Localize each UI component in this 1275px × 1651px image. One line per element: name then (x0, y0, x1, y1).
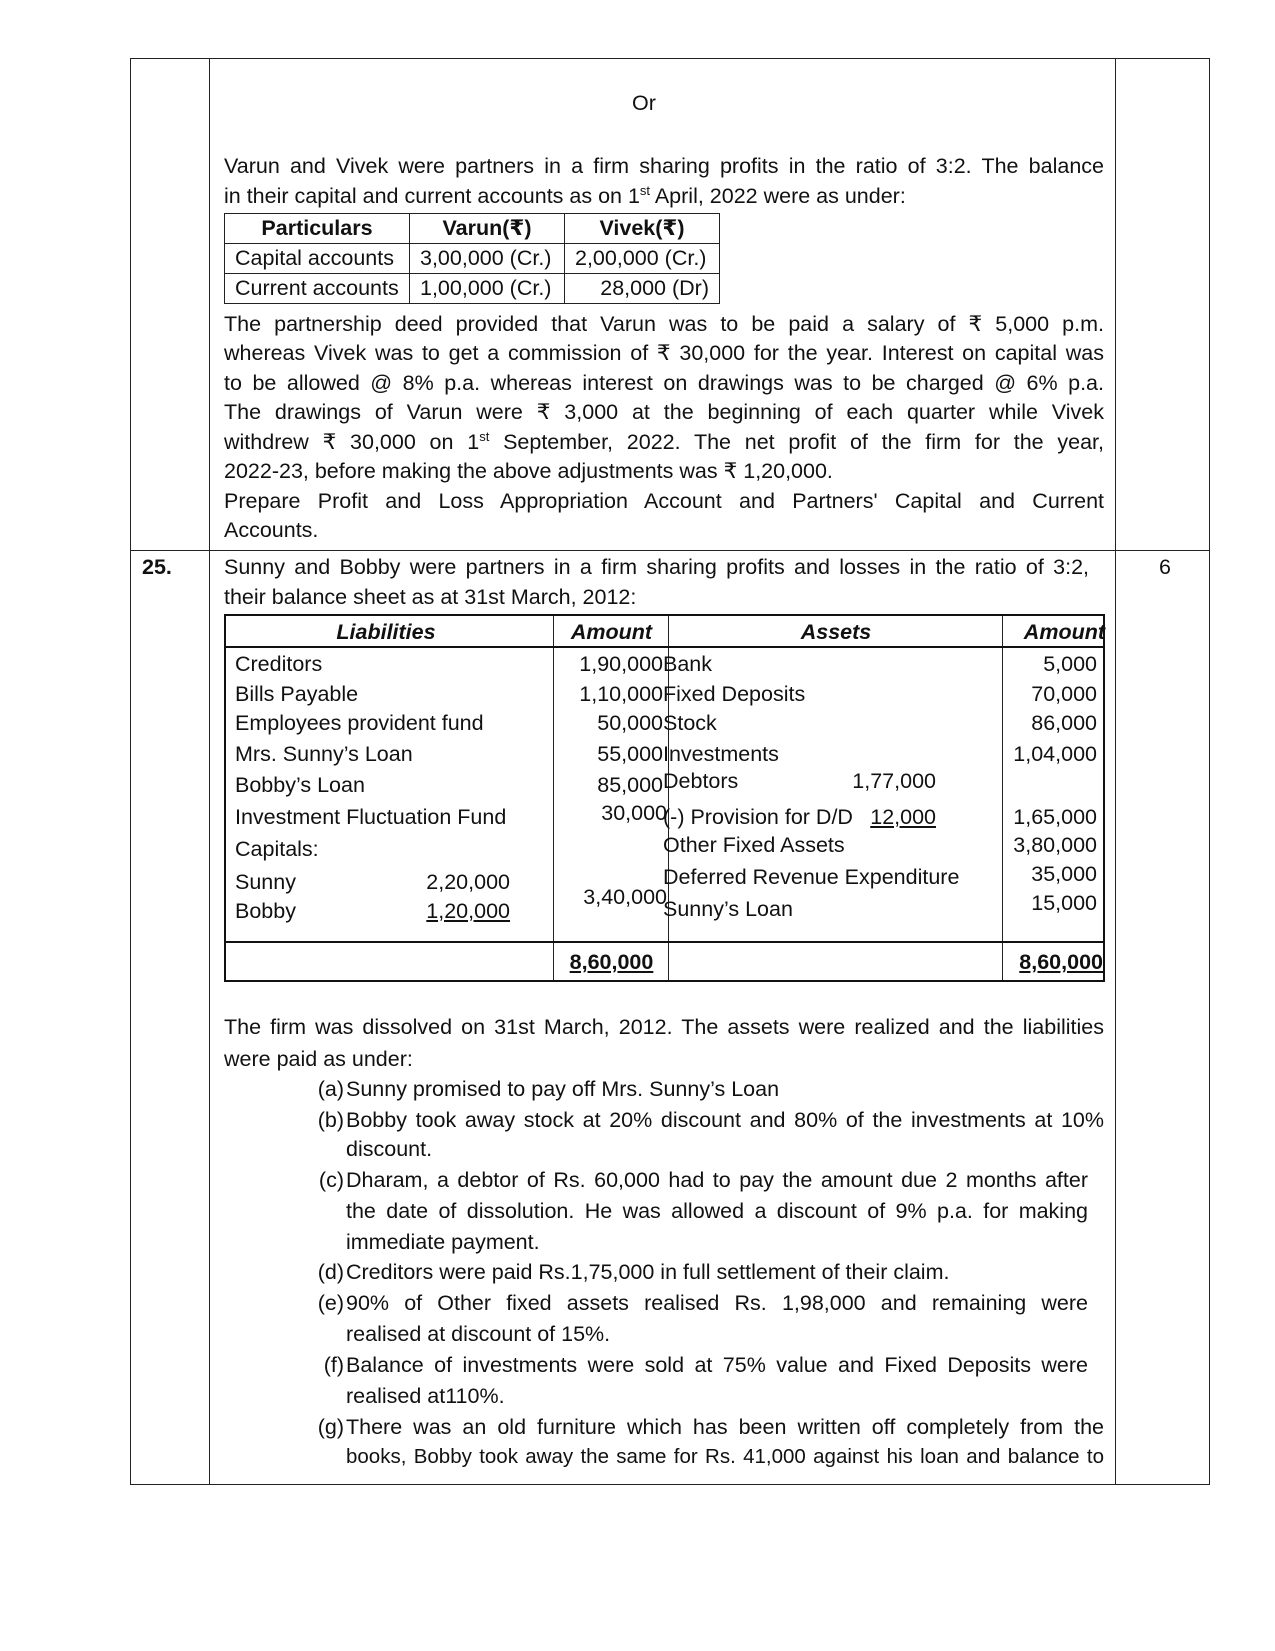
list-item-text: There was an old furniture which has been written off completely from the (346, 1415, 1104, 1439)
list-item-label: (g) (317, 1415, 344, 1439)
list-item-label: (b) (317, 1108, 344, 1132)
list-item-label: (e) (317, 1291, 344, 1315)
bs-asset-label: Stock (663, 711, 717, 735)
bs-asset-amount: 5,000 (1043, 652, 1097, 676)
bs-header-assets: Assets (800, 620, 872, 644)
bs-liability-label: Mrs. Sunny’s Loan (235, 742, 413, 766)
alt-question-para-4: The drawings of Varun were ₹ 3,000 at the beginning of each quarter while Vivek (224, 400, 1104, 424)
bs-liability-label: Employees provident fund (235, 711, 484, 735)
list-item-text: Balance of investments were sold at 75% value and Fixed Deposits were (346, 1353, 1088, 1377)
bs-asset-amount: 86,000 (1031, 711, 1097, 735)
question-number: 25. (142, 555, 172, 579)
list-item-label: (a) (317, 1077, 344, 1101)
bs-liability-amount: 1,10,000 (579, 682, 663, 706)
list-item-label: (f) (323, 1353, 344, 1377)
list-item (304, 1074, 1104, 1105)
bs-asset-amount: 35,000 (1031, 862, 1097, 886)
bs-total-liabilities: 8,60,000 (569, 950, 654, 974)
alt-question-para-2: whereas Vivek was to get a commission of ₹ 30,000 for the year. Interest on capital was (224, 341, 1104, 365)
bs-capital-name: Sunny (235, 870, 296, 894)
bs-header-liabilities: Liabilities (336, 620, 436, 644)
bs-divider (553, 616, 554, 980)
bs-asset-label: Fixed Deposits (663, 682, 806, 706)
alt-question-para-3: to be allowed @ 8% p.a. whereas interest on drawings was to be charged @ 6% p.a. (224, 371, 1104, 395)
alt-question-para-5: withdrew ₹ 30,000 on 1st September, 2022. The net profit of the firm for the year, (224, 428, 1104, 454)
bs-total-assets: 8,60,000 (1019, 950, 1103, 974)
list-item (304, 1412, 1104, 1472)
bs-total-rule (226, 941, 1103, 943)
bs-capital-value: 1,20,000 (426, 899, 510, 923)
bs-asset-label: Deferred Revenue Expenditure (663, 865, 960, 889)
list-item-text: Creditors were paid Rs.1,75,000 in full settlement of their claim. (346, 1260, 950, 1284)
bs-debtors-label: Debtors (663, 769, 739, 793)
column-divider-marks (1115, 59, 1116, 1484)
bs-header-amount: Amount (570, 620, 653, 644)
bs-asset-label: Other Fixed Assets (663, 833, 845, 857)
bs-debtors-value: 1,77,000 (852, 769, 936, 793)
bs-liability-label: Investment Fluctuation Fund (235, 805, 507, 829)
alt-question-para-7: Prepare Profit and Loss Appropriation Account and Partners' Capital and Current (224, 489, 1104, 513)
list-item-label: (d) (317, 1260, 344, 1284)
list-item-label: (c) (318, 1168, 344, 1192)
bs-asset-amount: 1,04,000 (1013, 742, 1097, 766)
table-cell: 1,00,000 (Cr.) (410, 274, 565, 304)
bs-asset-label: Bank (663, 652, 713, 676)
capital-current-accounts-table (224, 213, 720, 304)
alt-question-para-8: Accounts. (224, 518, 319, 542)
bs-liability-amount: 1,90,000 (579, 652, 663, 676)
table-header: Vivek(₹) (565, 214, 720, 244)
bs-provision-value: 12,000 (870, 805, 936, 829)
bs-capitals-total: 3,40,000 (583, 885, 667, 909)
bs-divider (1002, 616, 1003, 980)
list-item-text: discount. (346, 1137, 433, 1161)
bs-asset-label: Sunny’s Loan (663, 897, 793, 921)
bs-liability-label: Bobby’s Loan (235, 773, 365, 797)
bs-asset-amount: 70,000 (1031, 682, 1097, 706)
q25-intro-line-1: Sunny and Bobby were partners in a firm sharing profits and losses in the ratio of 3:2, (224, 555, 1089, 579)
bs-asset-amount: 3,80,000 (1013, 833, 1097, 857)
list-item (304, 1257, 1104, 1288)
table-cell: 3,00,000 (Cr.) (410, 244, 565, 274)
bs-debtors-net: 1,65,000 (1013, 805, 1097, 829)
list-item (304, 1165, 1104, 1258)
alt-question-line-2: in their capital and current accounts as on 1st April, 2022 were as under: (224, 182, 906, 208)
bs-liability-amount: 85,000 (597, 773, 663, 797)
bs-liability-amount: 55,000 (597, 742, 663, 766)
list-item-text: books, Bobby took away the same for Rs. 41,000 against his loan and balance to (346, 1445, 1104, 1468)
alt-question-para-1: The partnership deed provided that Varun was to be paid a salary of ₹ 5,000 p.m. (224, 312, 1104, 336)
list-item-text: Sunny promised to pay off Mrs. Sunny’s Loan (346, 1077, 780, 1101)
list-item-text: realised at110%. (346, 1384, 505, 1408)
dissolution-line-1: The firm was dissolved on 31st March, 2012. The assets were realized and the liabilities (224, 1015, 1104, 1039)
table-cell: 28,000 (Dr) (565, 274, 720, 304)
bs-liability-label: Bills Payable (235, 682, 359, 706)
alt-question-line-1: Varun and Vivek were partners in a firm sharing profits in the ratio of 3:2. The balance (224, 154, 1104, 178)
bs-header-amount: Amount (1023, 620, 1105, 644)
column-divider-number (209, 59, 210, 1484)
dissolution-line-2: were paid as under: (224, 1047, 413, 1071)
table-header: Varun(₹) (410, 214, 565, 244)
question-marks: 6 (1159, 555, 1171, 579)
list-item-text: Dharam, a debtor of Rs. 60,000 had to pay the amount due 2 months after (346, 1168, 1088, 1192)
bs-capitals-label: Capitals: (235, 837, 319, 861)
bs-provision-label: (-) Provision for D/D (663, 805, 853, 829)
or-text: Or (632, 91, 656, 115)
list-item-text: 90% of Other fixed assets realised Rs. 1,98,000 and remaining were (346, 1291, 1088, 1315)
alt-question-para-6: 2022-23, before making the above adjustments was ₹ 1,20,000. (224, 459, 833, 483)
table-cell: Current accounts (225, 274, 410, 304)
table-header: Particulars (225, 214, 410, 244)
table-cell: 2,00,000 (Cr.) (565, 244, 720, 274)
balance-sheet (224, 614, 1105, 982)
list-item (304, 1350, 1104, 1412)
row-divider (131, 550, 1209, 551)
list-item-text: realised at discount of 15%. (346, 1322, 611, 1346)
list-item (304, 1105, 1104, 1165)
bs-liability-label: Creditors (235, 652, 323, 676)
list-item-text: the date of dissolution. He was allowed a discount of 9% p.a. for making (346, 1199, 1088, 1223)
list-item (304, 1288, 1104, 1350)
bs-asset-label: Investments (663, 742, 779, 766)
bs-asset-amount: 15,000 (1031, 891, 1097, 915)
list-item-text: immediate payment. (346, 1230, 540, 1254)
bs-capital-value: 2,20,000 (426, 870, 510, 894)
bs-capital-name: Bobby (235, 899, 296, 923)
q25-intro-line-2: their balance sheet as at 31st March, 2012: (224, 585, 637, 609)
list-item-text: Bobby took away stock at 20% discount and 80% of the investments at 10% (346, 1108, 1104, 1132)
bs-liability-amount: 30,000 (601, 801, 667, 825)
table-cell: Capital accounts (225, 244, 410, 274)
bs-liability-amount: 50,000 (597, 711, 663, 735)
